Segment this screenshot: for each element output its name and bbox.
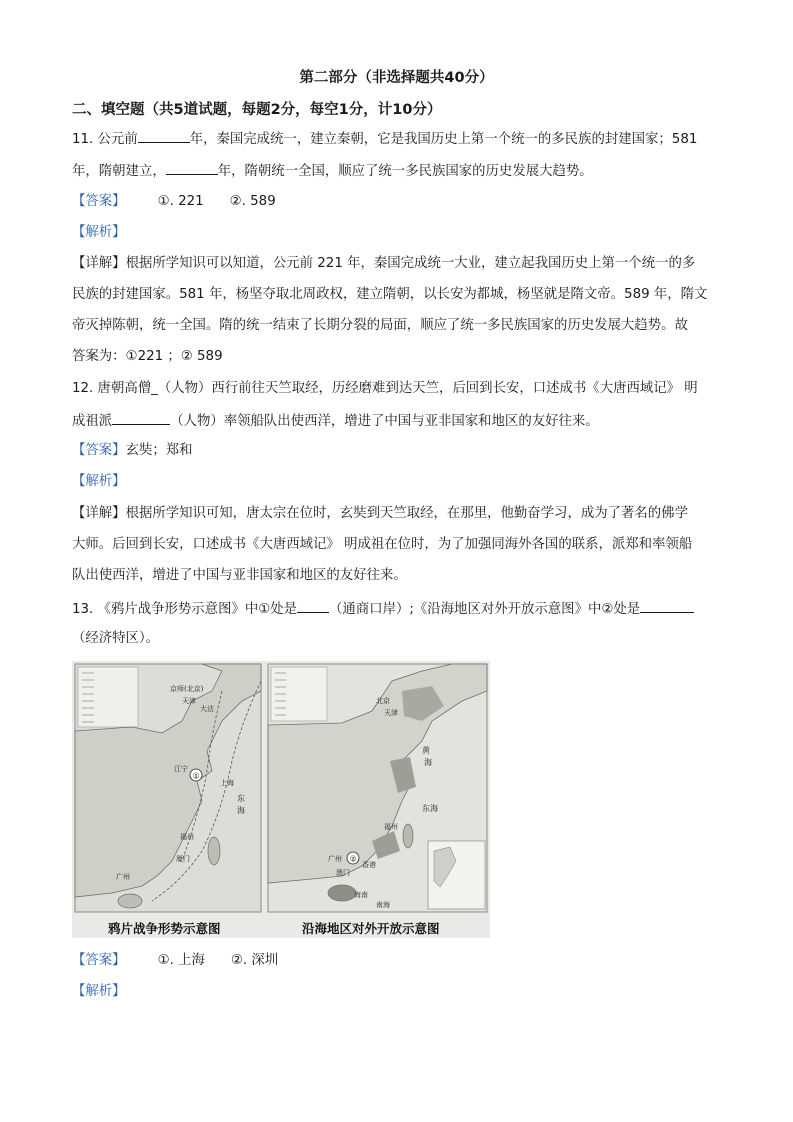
answer-value: 玄奘；郑和	[125, 443, 193, 458]
right-map-island	[403, 824, 413, 848]
left-map-label: 福州	[180, 833, 194, 841]
q11-text: 年，秦国完成统一，建立秦朝，它是我国历史上第一个统一的多民族的封建国家；581	[189, 132, 698, 147]
q13-blank-1	[297, 598, 329, 613]
q13-text: （通商口岸）;《沿海地区对外开放示意图》中②处是	[329, 602, 641, 617]
right-map-label: 澳门	[336, 869, 350, 877]
left-map-legend	[78, 667, 138, 727]
right-map-label: 广州	[328, 855, 342, 863]
left-map-label: 海	[237, 806, 245, 815]
left-map-caption: 鸦片战争形势示意图	[108, 921, 221, 936]
q11-text: 年，隋朝建立，	[72, 164, 166, 179]
q11-analysis	[72, 223, 724, 243]
q13-line-2: （经济特区）。	[72, 631, 160, 646]
left-map-marker-label: ①	[192, 771, 200, 781]
right-map-caption: 沿海地区对外开放示意图	[302, 921, 440, 936]
q12-blank	[112, 410, 170, 425]
q11-blank-2	[166, 160, 218, 175]
left-map-label: 天津	[182, 697, 196, 705]
q12-text: 成祖派	[72, 414, 113, 429]
q12-detail-1	[72, 504, 724, 524]
q13-analysis	[72, 982, 724, 1002]
left-map-island	[208, 837, 220, 865]
right-map-label: 北京	[376, 697, 390, 705]
right-map-label: 东海	[422, 804, 438, 813]
analysis-tag: 【解析】	[72, 474, 126, 489]
q11-detail-3: 帝灭掉陈朝，统一全国。隋的统一结束了长期分裂的局面，顺应了统一多民族国家的历史发展大趋势。故	[72, 318, 688, 333]
answer-value: ②. 589	[229, 194, 276, 209]
detail-text: 根据所学知识可知，唐太宗在位时，玄奘到天竺取经，在那里，他勤奋学习，成为了著名的佛学	[125, 506, 688, 521]
answer-value: ①. 221	[157, 194, 204, 209]
q12-analysis	[72, 472, 724, 492]
q12-line-1: 12. 唐朝高僧_（人物）西行前往天竺取经，历经磨难到达天竺，后回到长安，口述成书《大唐西域记》 明	[72, 381, 698, 396]
q11-answer	[72, 192, 724, 212]
right-map-label: 香港	[362, 861, 376, 869]
answer-value: ②. 深圳	[230, 953, 279, 968]
left-map-island	[118, 894, 142, 908]
left-map-label: 江宁	[174, 765, 188, 773]
right-map-label: 海南	[354, 891, 368, 899]
q11-text: 年，隋朝统一全国，顺应了统一多民族国家的历史发展大趋势。	[217, 164, 593, 179]
right-map-label: 南海	[376, 901, 390, 909]
q11-line-2	[72, 160, 724, 182]
left-map-label: 大沽	[200, 705, 214, 713]
maps-svg	[72, 661, 490, 938]
maps-figure	[72, 661, 490, 938]
analysis-tag: 【解析】	[72, 225, 126, 240]
analysis-tag: 【解析】	[72, 984, 126, 999]
right-map-label: 黄	[422, 746, 430, 755]
answer-tag: 【答案】	[72, 194, 126, 209]
answer-tag: 【答案】	[72, 443, 126, 458]
left-map-label: 厦门	[176, 855, 190, 863]
q12-detail-2: 大师。后回到长安，口述成书《大唐西域记》 明成祖在位时，为了加强同海外各国的联系，派郑和率领船	[72, 537, 693, 552]
right-map-label: 福州	[384, 823, 398, 831]
q11-detail-4: 答案为：①221 ；② 589	[72, 349, 223, 364]
detail-tag: 【详解】	[72, 506, 126, 521]
q12-text: （人物）率领船队出使西洋，增进了中国与亚非国家和地区的友好往来。	[170, 414, 599, 429]
answer-value: ①. 上海	[157, 953, 205, 968]
q11-text: 11. 公元前	[72, 132, 138, 147]
q13-answer	[72, 951, 724, 971]
answer-tag: 【答案】	[72, 953, 126, 968]
q13-text: 13. 《鸦片战争形势示意图》中①处是	[72, 602, 298, 617]
q12-detail-3: 队出使西洋，增进了中国与亚非国家和地区的友好往来。	[72, 568, 407, 583]
q11-blank-1	[138, 128, 190, 143]
right-map-island	[328, 885, 356, 901]
left-map-label: 东	[237, 794, 245, 803]
right-map-label: 海	[424, 758, 432, 767]
q11-detail-1	[72, 254, 724, 274]
page-title: 第二部分（非选择题共40分）	[299, 70, 494, 86]
section-heading: 二、填空题（共5道试题，每题2分，每空1分，计10分）	[72, 102, 442, 118]
detail-tag: 【详解】	[72, 256, 126, 271]
right-map-label: 天津	[384, 709, 398, 717]
right-map-marker-label: ②	[349, 854, 357, 864]
left-map-label: 广州	[116, 873, 130, 881]
q11-detail-2: 民族的封建国家。581 年，杨坚夺取北周政权，建立隋朝，以长安为都城，杨坚就是隋文帝。589 年，隋文	[72, 287, 708, 302]
q13-line-1	[72, 598, 724, 620]
q12-answer	[72, 441, 724, 461]
q12-line-2	[72, 410, 724, 432]
left-map-label: 京师(北京)	[170, 685, 204, 693]
q11-line-1	[72, 128, 724, 150]
left-map-label: 上海	[220, 779, 234, 787]
detail-text: 根据所学知识可以知道，公元前 221 年，秦国完成统一大业，建立起我国历史上第一个统一的多	[125, 256, 696, 271]
q13-blank-2	[640, 598, 694, 613]
